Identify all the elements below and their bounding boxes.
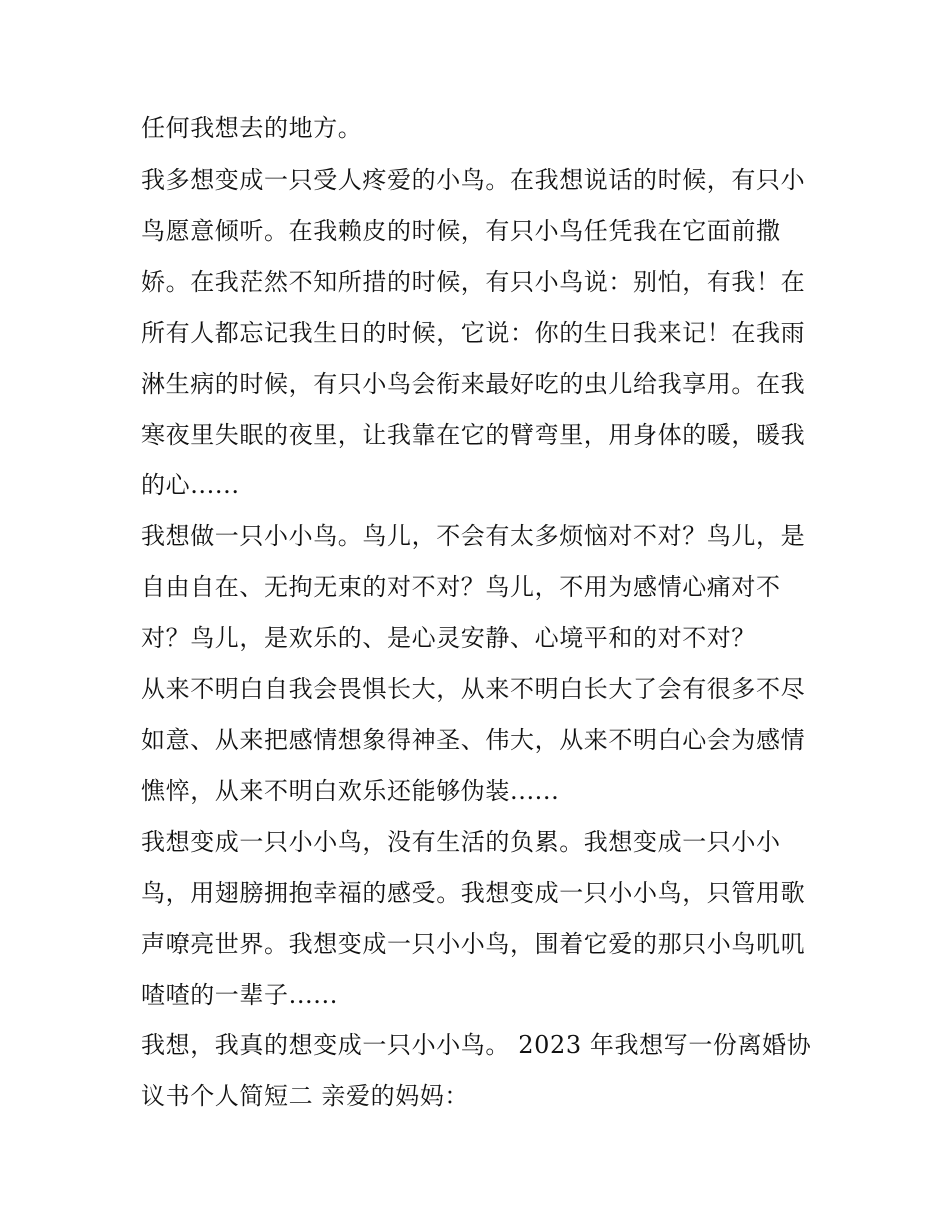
text-line: 我想做一只小小鸟。鸟儿，不会有太多烦恼对不对？鸟儿，是 bbox=[141, 522, 806, 550]
text-line: 喳喳的一辈子...... bbox=[141, 981, 338, 1009]
text-line: 淋生病的时候，有只小鸟会衔来最好吃的虫儿给我享用。在我 bbox=[141, 370, 806, 398]
text-line: 娇。在我茫然不知所措的时候，有只小鸟说：别怕，有我！在 bbox=[141, 268, 806, 296]
text-line: 对？鸟儿，是欢乐的、是心灵安静、心境平和的对不对？ bbox=[141, 624, 756, 652]
text-line: 我想变成一只小小鸟，没有生活的负累。我想变成一只小小 bbox=[141, 828, 781, 856]
text-line: 议书个人简短二 亲爱的妈妈： bbox=[141, 1082, 470, 1110]
text-line: 自由自在、无拘无束的对不对？鸟儿，不用为感情心痛对不 bbox=[141, 573, 781, 601]
text-line: 我想，我真的想变成一只小小鸟。 2023 年我想写一份离婚协 bbox=[141, 1031, 812, 1059]
text-line: 我多想变成一只受人疼爱的小鸟。在我想说话的时候，有只小 bbox=[141, 166, 806, 194]
text-line: 所有人都忘记我生日的时候，它说：你的生日我来记！在我雨 bbox=[141, 319, 806, 347]
text-line: 鸟，用翅膀拥抱幸福的感受。我想变成一只小小鸟，只管用歌 bbox=[141, 879, 806, 907]
text-line: 如意、从来把感情想象得神圣、伟大，从来不明白心会为感情 bbox=[141, 726, 806, 754]
text-line: 从来不明白自我会畏惧长大，从来不明白长大了会有很多不尽 bbox=[141, 675, 806, 703]
text-line: 鸟愿意倾听。在我赖皮的时候，有只小鸟任凭我在它面前撒 bbox=[141, 217, 781, 245]
text-line: 寒夜里失眠的夜里，让我靠在它的臂弯里，用身体的暖，暖我 bbox=[141, 421, 806, 449]
text-line: 任何我想去的地方。 bbox=[141, 114, 363, 142]
text-line: 憔悴，从来不明白欢乐还能够伪装...... bbox=[141, 777, 560, 805]
text-line: 的心...... bbox=[141, 471, 240, 499]
text-line: 声嘹亮世界。我想变成一只小小鸟，围着它爱的那只小鸟叽叽 bbox=[141, 930, 806, 958]
